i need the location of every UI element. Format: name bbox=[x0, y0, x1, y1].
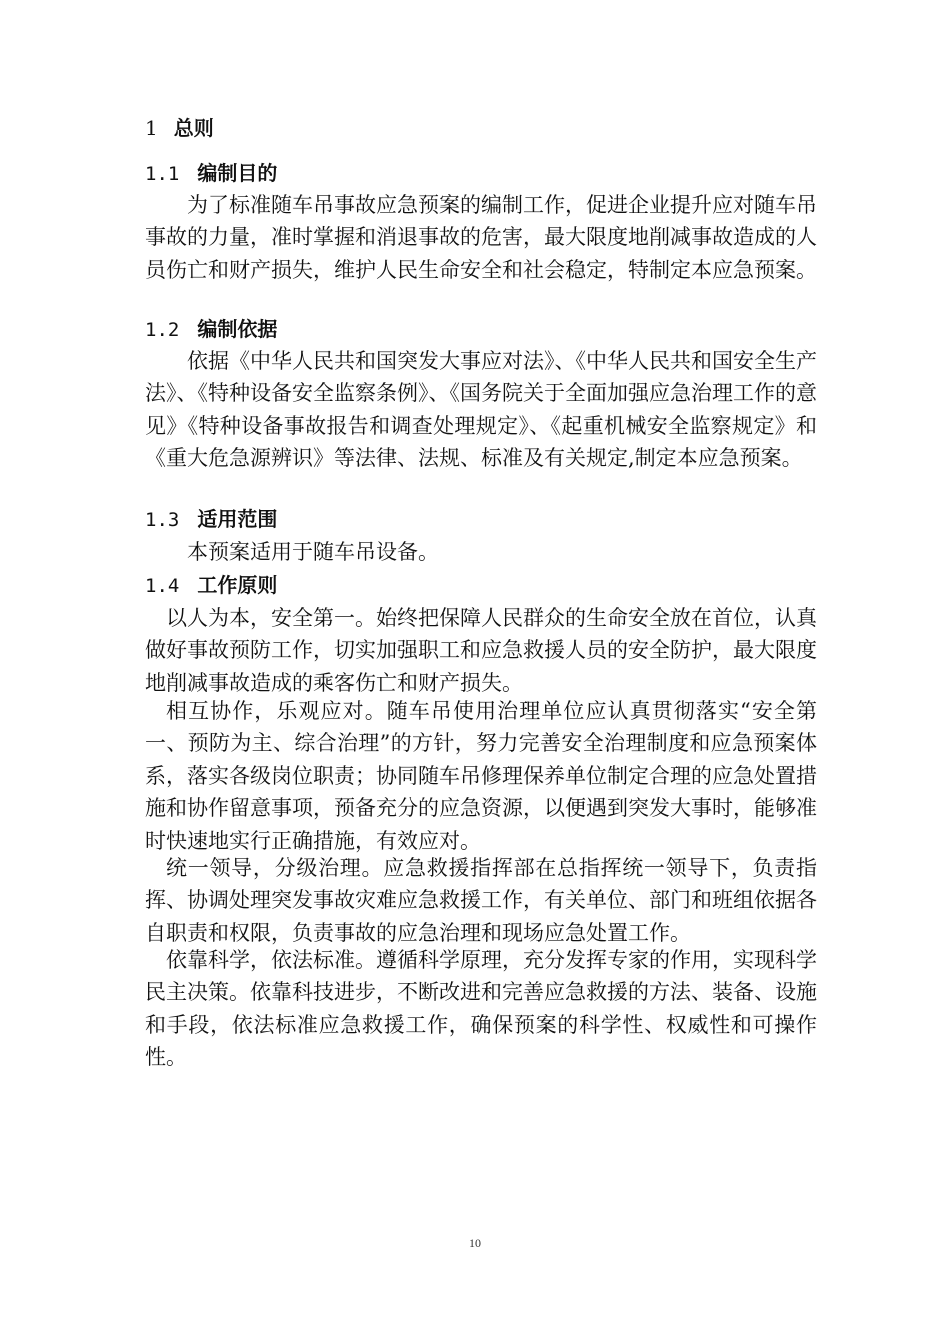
section-number: 1.3 bbox=[145, 509, 180, 531]
section-heading-1-4 bbox=[145, 571, 277, 600]
section-heading-1-2 bbox=[145, 315, 277, 344]
paragraph-scope: 本预案适用于随车吊设备。 bbox=[187, 540, 439, 564]
paragraph-purpose: 为了标准随车吊事故应急预案的编制工作，促进企业提升应对随车吊事故的力量，准时掌握和消退事故的危害，最大限度地削减事故造成的人员伤亡和财产损失，维护人民生命安全和社会稳定，特制定本应急预案。 bbox=[145, 193, 817, 282]
section-heading-1-3 bbox=[145, 505, 277, 534]
section-title: 适用范围 bbox=[197, 507, 278, 531]
section-title: 编制目的 bbox=[197, 161, 278, 185]
section-number: 1.1 bbox=[145, 163, 180, 185]
page-number: 10 bbox=[469, 1236, 481, 1250]
section-title: 工作原则 bbox=[197, 573, 278, 597]
chapter-number: 1 bbox=[145, 116, 158, 140]
paragraph-principle-1: 以人为本，安全第一。始终把保障人民群众的生命安全放在首位，认真做好事故预防工作，切实加强职工和应急救援人员的安全防护，最大限度地削减事故造成的乘客伤亡和财产损失。 bbox=[145, 606, 817, 695]
paragraph-principle-4: 依靠科学，依法标准。遵循科学原理，充分发挥专家的作用，实现科学民主决策。依靠科技进步，不断改进和完善应急救援的方法、装备、设施和手段，依法标准应急救援工作，确保预案的科学性、权威性和可操作性。 bbox=[145, 948, 817, 1070]
chapter-heading bbox=[145, 114, 214, 142]
section-title: 编制依据 bbox=[197, 317, 278, 341]
paragraph-principle-2: 相互协作，乐观应对。随车吊使用治理单位应认真贯彻落实“安全第一、预防为主、综合治理”的方针，努力完善安全治理制度和应急预案体系，落实各级岗位职责；协同随车吊修理保养单位制定合理的应急处置措施和协作留意事项，预备充分的应急资源，以便遇到突发大事时，能够准时快速地实行正确措施，有效应对。 bbox=[145, 699, 817, 853]
paragraph-principle-3: 统一领导，分级治理。应急救援指挥部在总指挥统一领导下，负责指挥、协调处理突发事故灾难应急救援工作，有关单位、部门和班组依据各自职责和权限，负责事故的应急治理和现场应急处置工作。 bbox=[145, 856, 817, 945]
chapter-title: 总则 bbox=[173, 116, 214, 140]
section-heading-1-1 bbox=[145, 159, 277, 188]
section-number: 1.4 bbox=[145, 575, 180, 597]
section-number: 1.2 bbox=[145, 319, 180, 341]
paragraph-basis: 依据《中华人民共和国突发大事应对法》、《中华人民共和国安全生产法》、《特种设备安全监察条例》、《国务院关于全面加强应急治理工作的意见》《特种设备事故报告和调查处理规定》、《起重机械安全监察规定》和《重大危急源辨识》等法律、法规、标准及有关规定,制定本应急预案。 bbox=[145, 349, 817, 471]
